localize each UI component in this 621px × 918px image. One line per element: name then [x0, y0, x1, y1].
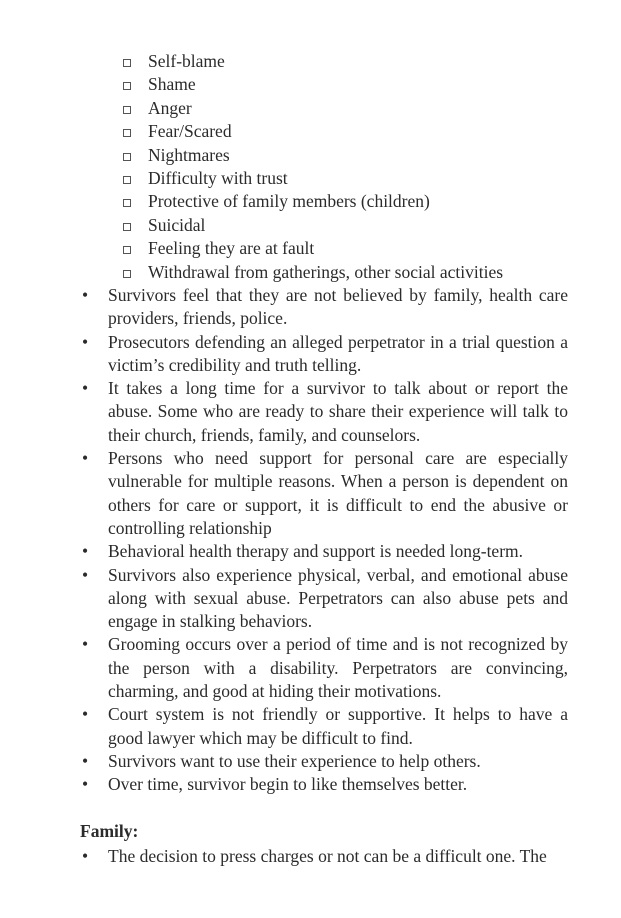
- bullet-item: • Survivors also experience physical, verbal, and emotional abuse along with sexual abuse. Perpetrators can also abuse pets and engage in stalking behaviors.: [82, 564, 568, 632]
- bullet-item: • Prosecutors defending an alleged perpetrator in a trial question a victim’s credibility and truth telling.: [82, 331, 568, 375]
- bullet-item: • Over time, survivor begin to like themselves better.: [80, 773, 568, 796]
- bullet-item: • Survivors feel that they are not believed by family, health care providers, friends, police.: [82, 285, 568, 329]
- sublist-item: Feeling they are at fault: [121, 237, 503, 260]
- square-bullet-icon: [123, 223, 131, 231]
- bullet-item: • Behavioral health therapy and support is needed long-term.: [80, 540, 568, 563]
- bullet-icon: •: [82, 774, 89, 795]
- square-bullet-icon: [123, 199, 131, 207]
- square-bullet-icon: [123, 82, 131, 90]
- bullet-item: • Court system is not friendly or supportive. It helps to have a good lawyer which may be difficult to find.: [82, 704, 568, 748]
- bullet-icon: •: [82, 331, 89, 352]
- sublist-item: Anger: [121, 97, 503, 120]
- sublist-item: Difficulty with trust: [121, 167, 503, 190]
- square-bullet-icon: [123, 129, 131, 137]
- sublist-item: Fear/Scared: [121, 120, 503, 143]
- bullet-icon: •: [82, 378, 89, 399]
- square-bullet-icon: [123, 153, 131, 161]
- sublist-item: Protective of family members (children): [121, 190, 503, 213]
- bullet-icon: •: [82, 750, 89, 771]
- bullet-icon: •: [82, 704, 89, 725]
- bullet-icon: •: [82, 448, 89, 469]
- bullet-item: • Persons who need support for personal care are especially vulnerable for multiple reasons. When a person is dependent on others for care or support, it is difficult to end the abusive or controlling relationship: [82, 448, 568, 538]
- bullet-icon: •: [82, 634, 89, 655]
- sublist-item: Shame: [121, 73, 503, 96]
- survivor-experience-list: [80, 284, 568, 797]
- bullet-item: • Grooming occurs over a period of time and is not recognized by the person with a disability. Perpetrators are convincing, charming, and good at hiding their motivations.: [82, 634, 568, 702]
- square-bullet-icon: [123, 176, 131, 184]
- impact-sublist: [121, 50, 503, 284]
- sublist-item: Nightmares: [121, 144, 503, 167]
- bullet-icon: •: [82, 564, 89, 585]
- square-bullet-icon: [123, 59, 131, 67]
- bullet-icon: •: [82, 285, 89, 305]
- family-list: [80, 845, 568, 868]
- family-heading: Family:: [80, 821, 139, 841]
- bullet-item: • The decision to press charges or not can be a difficult one. The: [80, 845, 568, 868]
- sublist-item: Self-blame: [121, 50, 503, 73]
- bullet-icon: •: [82, 541, 89, 562]
- sublist-item: Suicidal: [121, 214, 503, 237]
- sublist-item: Withdrawal from gatherings, other social activities: [121, 261, 503, 284]
- bullet-icon: •: [82, 846, 89, 866]
- square-bullet-icon: [123, 246, 131, 254]
- bullet-item: • It takes a long time for a survivor to talk about or report the abuse. Some who are ready to share their experience will talk to their church, friends, family, and counselors.: [82, 378, 568, 445]
- square-bullet-icon: [123, 106, 131, 114]
- bullet-item: • Survivors want to use their experience to help others.: [80, 750, 568, 773]
- square-bullet-icon: [123, 270, 131, 278]
